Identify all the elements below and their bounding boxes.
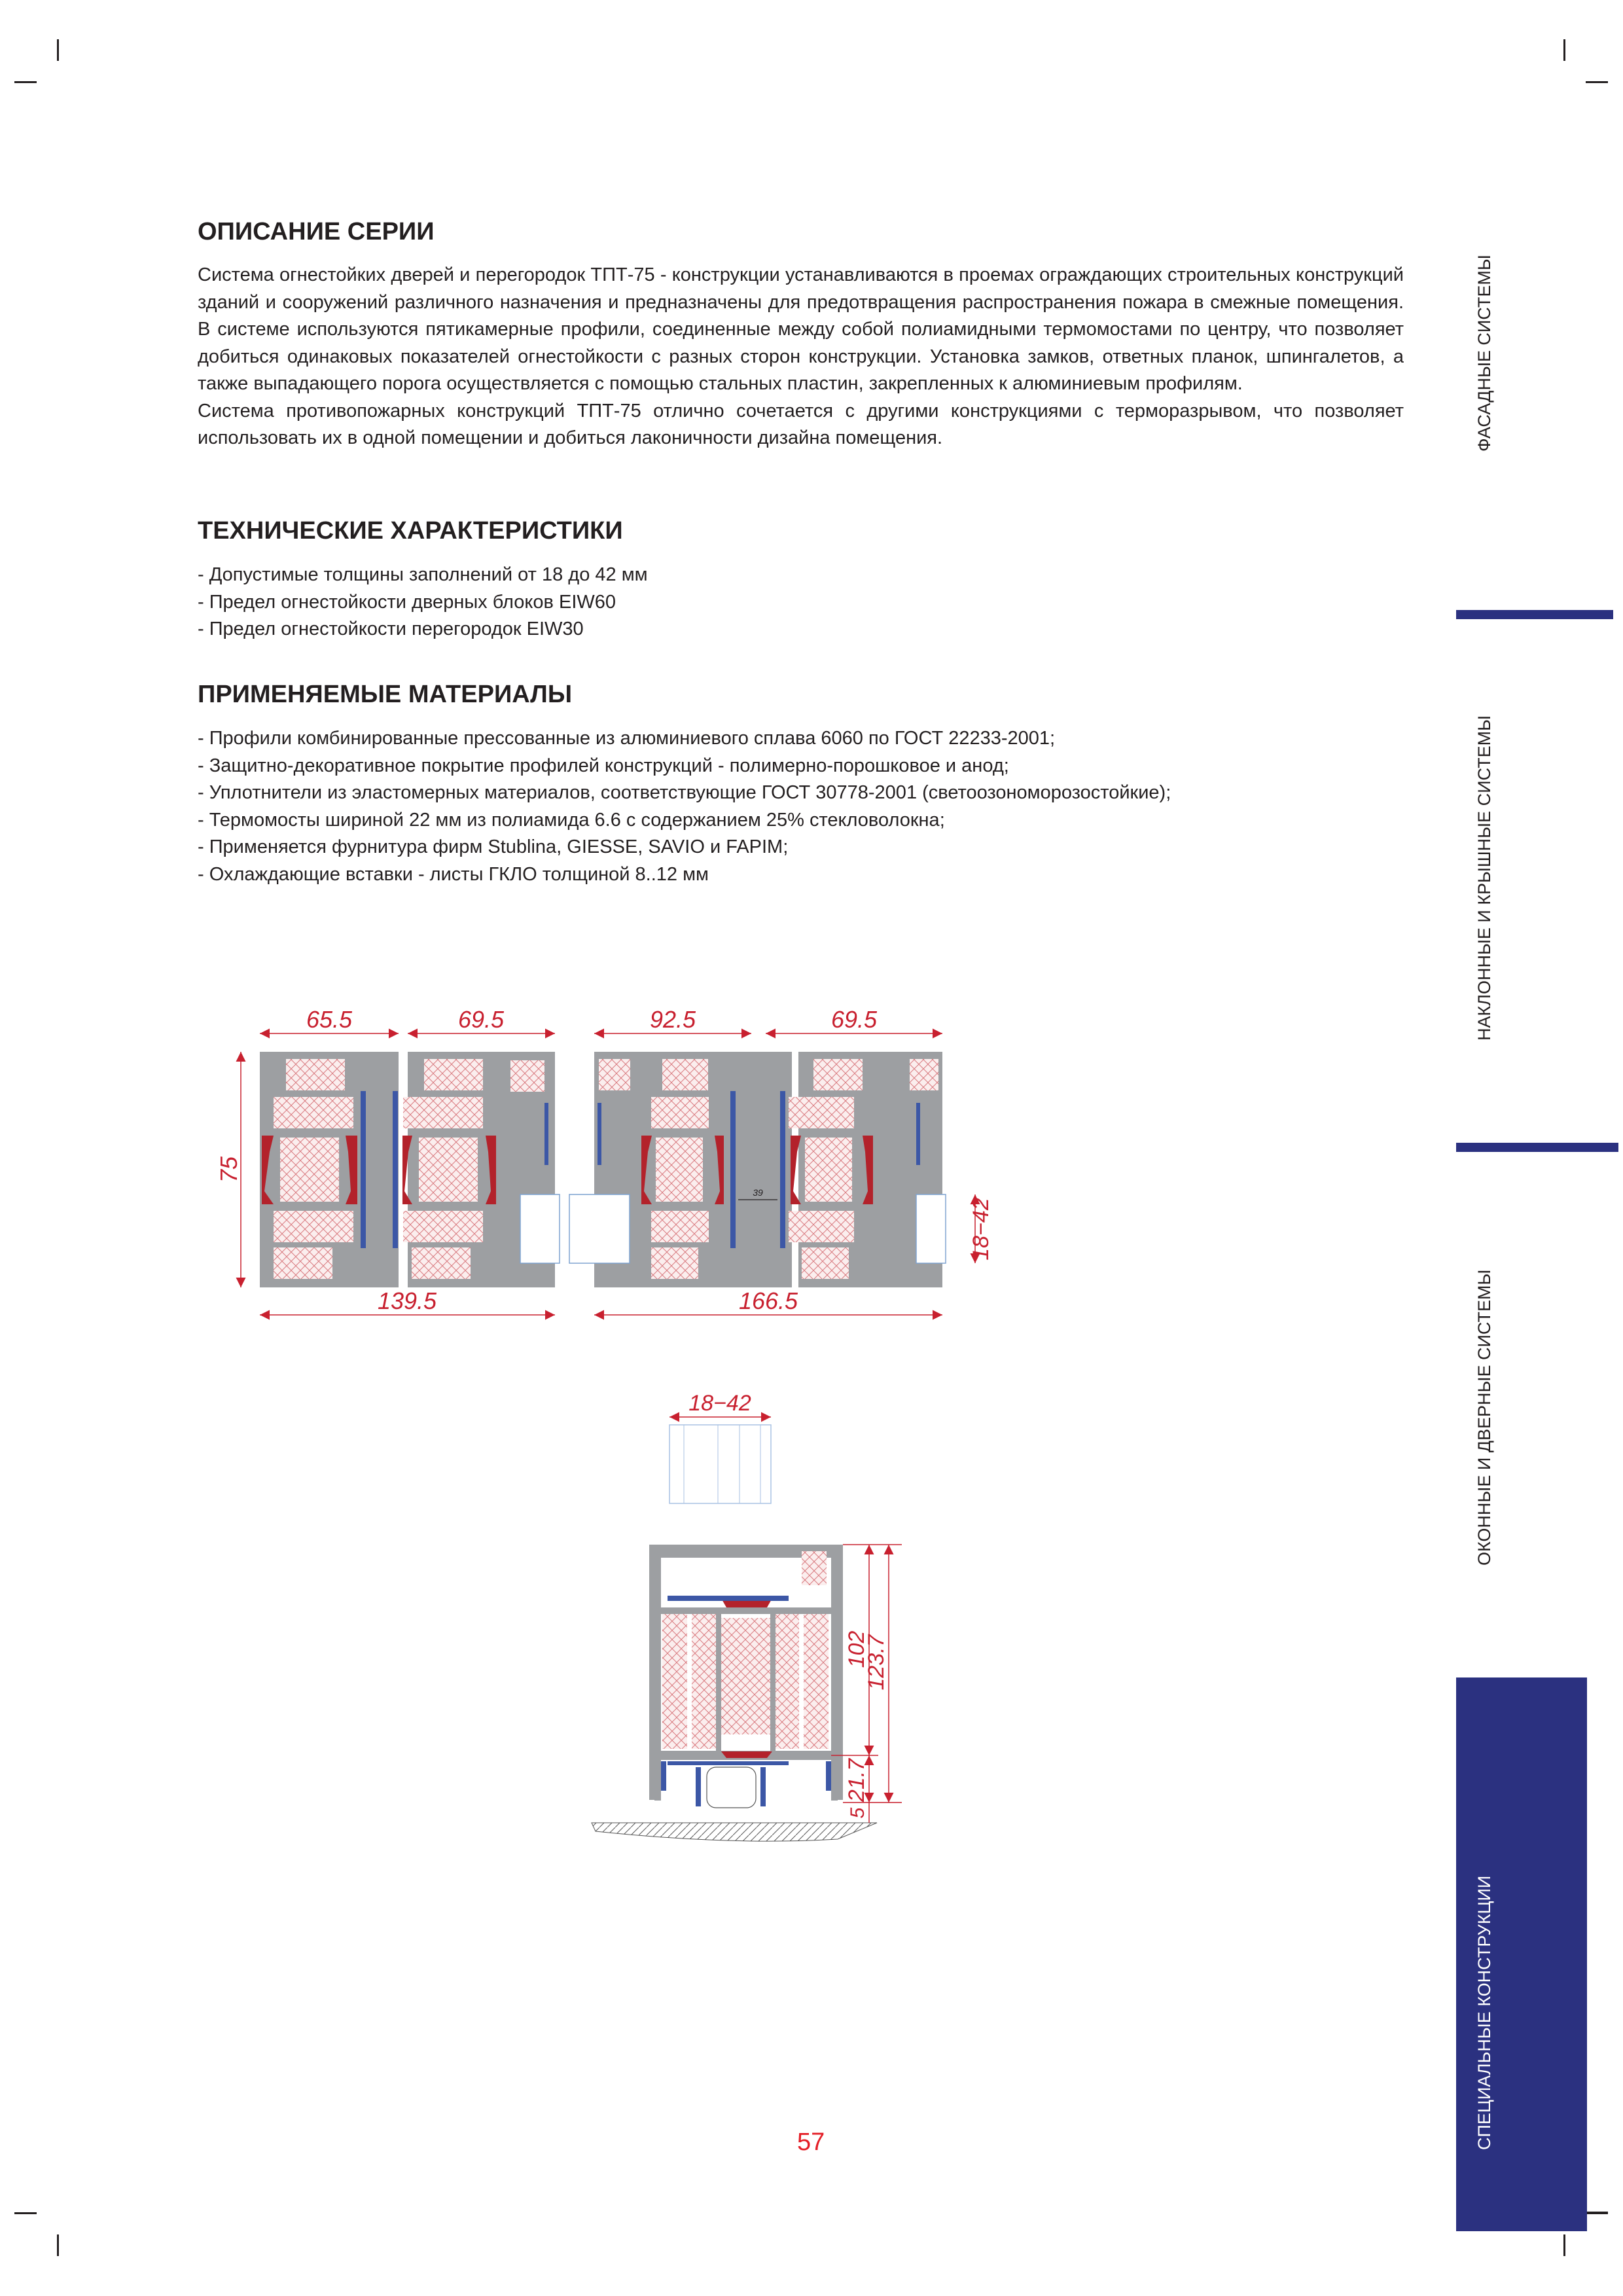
crop-mark [1563, 39, 1565, 61]
dim-left-height: 75 [215, 1156, 242, 1183]
side-tab-facade[interactable]: ФАСАДНЫЕ СИСТЕМЫ [1474, 255, 1494, 452]
right-sash-profile [780, 1052, 946, 1287]
side-tab-windows-doors[interactable]: ОКОННЫЕ И ДВЕРНЫЕ СИСТЕМЫ [1474, 1269, 1494, 1566]
materials-item: - Применяется фурнитура фирм Stublina, GIESSE, SAVIO и FAPIM; [198, 836, 789, 857]
dim-threshold-123: 123.7 [864, 1634, 889, 1691]
dim-threshold-glass: 18−42 [688, 1391, 751, 1416]
side-tab-special-active[interactable] [1456, 1677, 1587, 2231]
glass-pane [669, 1425, 771, 1503]
left-frame-profile [260, 1052, 399, 1287]
side-tab-divider [1456, 1143, 1618, 1152]
crop-mark [57, 2234, 59, 2256]
dim-left-a: 65.5 [306, 1006, 353, 1033]
specs-list [198, 562, 648, 643]
specs-item: - Предел огнестойкости дверных блоков EIW60 [198, 591, 616, 613]
materials-item: - Уплотнители из эластомерных материалов, соответствующие ГОСТ 30778-2001 (светоозономорозостойкие); [198, 782, 1171, 803]
dim-right-glass: 18−42 [969, 1198, 993, 1261]
section-title-specs: ТЕХНИЧЕСКИЕ ХАРАКТЕРИСТИКИ [198, 517, 623, 545]
dim-left-b: 69.5 [457, 1006, 505, 1033]
side-tab-special-label: СПЕЦИАЛЬНЫЕ КОНСТРУКЦИИ [1474, 1875, 1494, 2150]
left-sash-profile [393, 1052, 560, 1287]
dim-right-b: 69.5 [830, 1006, 878, 1033]
dim-threshold-21: 21.7 [844, 1758, 869, 1803]
materials-list [198, 725, 1171, 888]
threshold-profile [649, 1545, 843, 1808]
specs-item: - Предел огнестойкости перегородок EIW30 [198, 619, 584, 639]
crop-mark [57, 39, 59, 61]
description-text [198, 262, 1404, 452]
description-paragraph: Система огнестойких дверей и перегородок ТПТ-75 - конструкции устанавливаются в проемах ограждающих строительных конструкций зданий и сооружений различного назначения и предназначены для предотвращения распространения пожара в смежные помещения. В системе используются пятикамерные профили, соединенные между собой полиамидными термомостами по центру, что позволяет добиться одинаковых показателей огнестойкости с разных сторон конструкции. Установка замков, ответных планок, шпингалетов, а также выпадающего порога осуществляется с помощью стальных пластин, закрепленных к алюминиевым профилям. [198, 264, 1404, 394]
dim-threshold-5: 5 [847, 1807, 868, 1819]
dim-right-a: 92.5 [649, 1006, 696, 1033]
horizontal-section-drawing [215, 982, 1400, 1348]
right-frame-profile [569, 1052, 792, 1287]
crop-mark [1563, 2234, 1565, 2256]
dim-left-total: 139.5 [377, 1287, 437, 1314]
section-title-materials: ПРИМЕНЯЕМЫЕ МАТЕРИАЛЫ [198, 681, 573, 708]
materials-item: - Охлаждающие вставки - листы ГКЛО толщиной 8..12 мм [198, 863, 709, 885]
materials-item: - Профили комбинированные прессованные из алюминиевого сплава 6060 по ГОСТ 22233-2001; [198, 728, 1056, 749]
side-tab-divider [1456, 610, 1613, 619]
dim-threshold-102: 102 [844, 1630, 869, 1668]
materials-item: - Защитно-декоративное покрытие профилей конструкций - полимерно-порошковое и анод; [198, 755, 1009, 776]
crop-mark [14, 2212, 37, 2214]
dim-right-total: 166.5 [738, 1287, 798, 1314]
floor-hatch [592, 1823, 877, 1841]
crop-mark [1586, 81, 1608, 83]
dim-right-gap: 39 [753, 1187, 763, 1198]
section-title-description: ОПИСАНИЕ СЕРИИ [198, 218, 435, 245]
materials-item: - Термомосты шириной 22 мм из полиамида 6.6 с содержанием 25% стекловолокна; [198, 809, 945, 831]
side-tab-roof[interactable]: НАКЛОННЫЕ И КРЫШНЫЕ СИСТЕМЫ [1474, 715, 1494, 1041]
crop-mark [14, 81, 37, 83]
tab-line [1587, 2212, 1608, 2214]
page-number: 57 [797, 2128, 825, 2156]
specs-item: - Допустимые толщины заполнений от 18 до 42 мм [198, 564, 648, 585]
description-paragraph: Система противопожарных конструкций ТПТ-75 отлично сочетается с другими конструкциями с терморазрывом, что позволяет использовать их в одной помещении и добиться лаконичности дизайна помещения. [198, 400, 1404, 448]
threshold-section-drawing [576, 1388, 1099, 1964]
